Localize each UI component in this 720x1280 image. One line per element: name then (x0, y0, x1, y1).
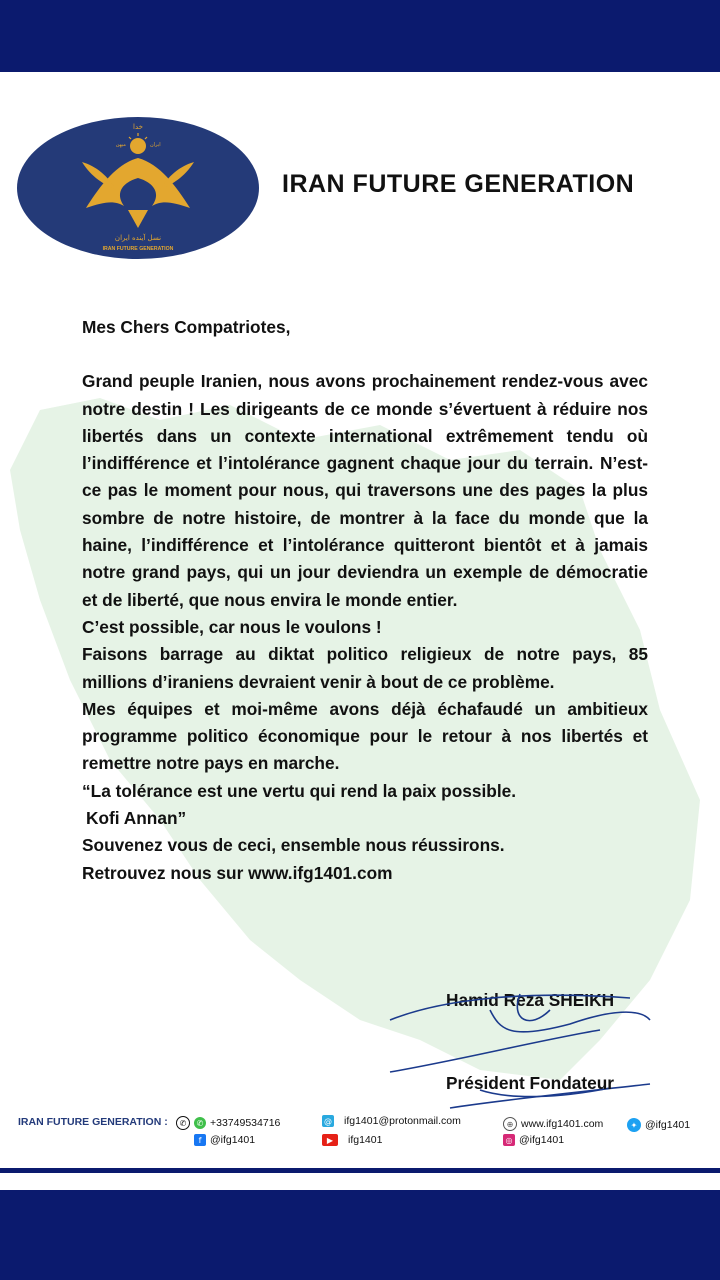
svg-text:IRAN FUTURE GENERATION: IRAN FUTURE GENERATION (102, 246, 174, 252)
website-url: www.ifg1401.com (521, 1118, 604, 1130)
svg-text:خدا: خدا (133, 123, 143, 131)
footer-label: IRAN FUTURE GENERATION : (18, 1116, 168, 1128)
letter-greeting: Mes Chers Compatriotes, (82, 317, 291, 337)
website-link[interactable] (503, 1117, 603, 1131)
letter-paragraph: Souvenez vous de ceci, ensemble nous réussirons. (82, 835, 505, 856)
facebook-icon: f (194, 1134, 206, 1146)
email-link[interactable] (322, 1115, 461, 1127)
svg-text:میهن: میهن (115, 142, 126, 148)
phone-icon: ✆ (176, 1116, 190, 1130)
footer-divider (0, 1168, 720, 1173)
contact-footer (0, 1108, 720, 1158)
ifg-logo (16, 116, 260, 260)
globe-icon: ⊕ (503, 1117, 517, 1131)
letter-paragraph: Mes équipes et moi-même avons déjà échafaudé un ambitieux programme politico économique pour le retour à nos libertés et remettre notre pays en marche. (82, 698, 648, 774)
organization-title: IRAN FUTURE GENERATION (282, 170, 635, 198)
letter-paragraph: C’est possible, car nous le voulons ! (82, 616, 382, 637)
instagram-icon: ◎ (503, 1134, 515, 1146)
quote-text: “La tolérance est une vertu qui rend la paix possible. (82, 780, 517, 801)
svg-text:نسل آینده ایران: نسل آینده ایران (114, 234, 162, 242)
whatsapp-icon: ✆ (194, 1117, 206, 1129)
instagram-link[interactable] (503, 1134, 564, 1146)
letter-paragraph: Retrouvez nous sur www.ifg1401.com (82, 862, 393, 883)
facebook-handle: @ifg1401 (210, 1134, 256, 1146)
instagram-handle: @ifg1401 (519, 1134, 565, 1146)
email-address: ifg1401@protonmail.com (344, 1115, 461, 1127)
svg-text:ایران: ایران (150, 142, 161, 148)
phone-contact[interactable] (176, 1116, 280, 1130)
handwritten-signature (380, 980, 660, 1120)
bottom-band (0, 1190, 720, 1280)
phone-number: +33749534716 (210, 1117, 281, 1129)
letter-body (82, 314, 648, 887)
signer-role: Président Fondateur (446, 1073, 615, 1093)
quote-author: Kofi Annan” (86, 808, 187, 829)
twitter-handle: @ifg1401 (645, 1119, 691, 1131)
letter-paragraph: Grand peuple Iranien, nous avons prochainement rendez-vous avec notre destin ! Les dirigeants de ce monde s’évertuent à réduire nos libertés dans un contexte international extrêmement tendu où l’indifférence et l’intolérance gagnent chaque jour du terrain. N’est-ce pas le moment pour nous, qui traversons une des pages la plus sombre de notre histoire, de montrer à la face du monde que la haine, l’indifférence et l’intolérance quitteront bientôt et à jamais notre grand pays, qui un jour deviendra un exemple de démocratie et de liberté, que nous envira le monde entier. (82, 371, 648, 610)
email-icon: @ (324, 1116, 332, 1126)
youtube-handle: ifg1401 (348, 1134, 383, 1146)
letter-paragraph: Faisons barrage au diktat politico religieux de notre pays, 85 millions d’iraniens devraient venir à bout de ce problème. (82, 644, 648, 692)
top-band (0, 0, 720, 72)
twitter-link[interactable] (627, 1118, 690, 1132)
facebook-link[interactable] (194, 1134, 255, 1146)
youtube-icon: ▶ (322, 1134, 338, 1146)
youtube-link[interactable] (322, 1134, 382, 1146)
twitter-icon: ✦ (627, 1118, 641, 1132)
signer-name: Hamid Reza SHEIKH (446, 990, 615, 1010)
